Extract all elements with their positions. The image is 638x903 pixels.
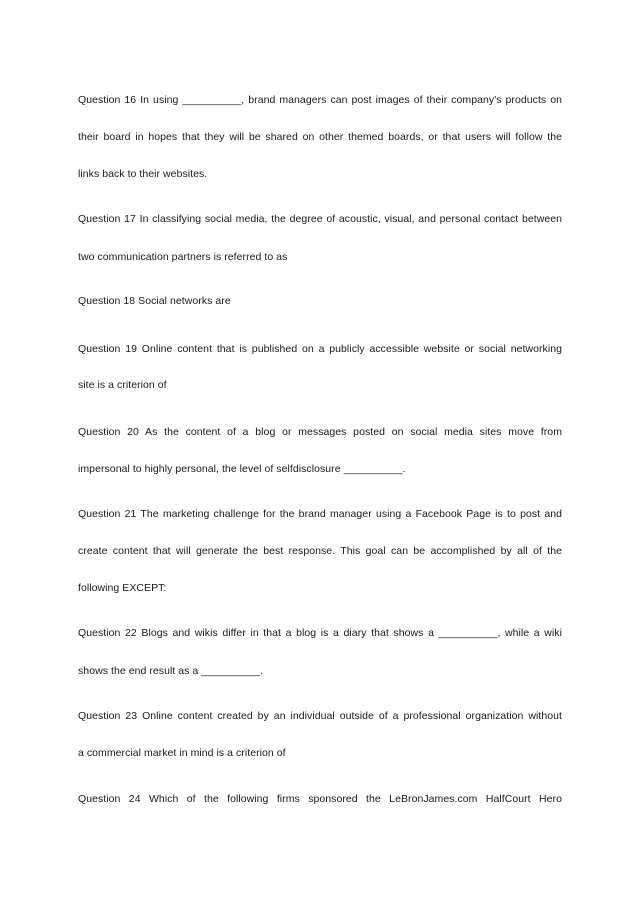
text-line: Question 16 In using __________, brand managers can post images of their company's products on [78,94,562,106]
text-line: Question 20 As the content of a blog or messages posted on social media sites move from [78,426,562,438]
text-line: Question 21 The marketing challenge for the brand manager using a Facebook Page is to post and [78,508,562,520]
text-line: two communication partners is referred to as [78,251,288,263]
text-line: Question 22 Blogs and wikis differ in that a blog is a diary that shows a __________, while a wiki [78,627,562,639]
text-line: following EXCEPT: [78,582,167,594]
text-line: site is a criterion of [78,379,167,391]
text-line: create content that will generate the best response. This goal can be accomplished by all of the [78,545,562,557]
text-line: Question 23 Online content created by an individual outside of a professional organization without [78,710,562,722]
text-line: impersonal to highly personal, the level of selfdisclosure __________. [78,463,406,475]
text-line: Question 19 Online content that is published on a publicly accessible website or social networking [78,343,562,355]
text-line: a commercial market in mind is a criterion of [78,747,286,759]
text-line: links back to their websites. [78,168,208,180]
text-line: Question 24 Which of the following firms sponsored the LeBronJames.com HalfCourt Hero [78,793,562,805]
text-line: Question 17 In classifying social media, the degree of acoustic, visual, and personal contact between [78,213,562,225]
text-line: Question 18 Social networks are [78,295,231,307]
text-line: their board in hopes that they will be shared on other themed boards, or that users will follow the [78,131,562,143]
text-line: shows the end result as a __________. [78,665,264,677]
